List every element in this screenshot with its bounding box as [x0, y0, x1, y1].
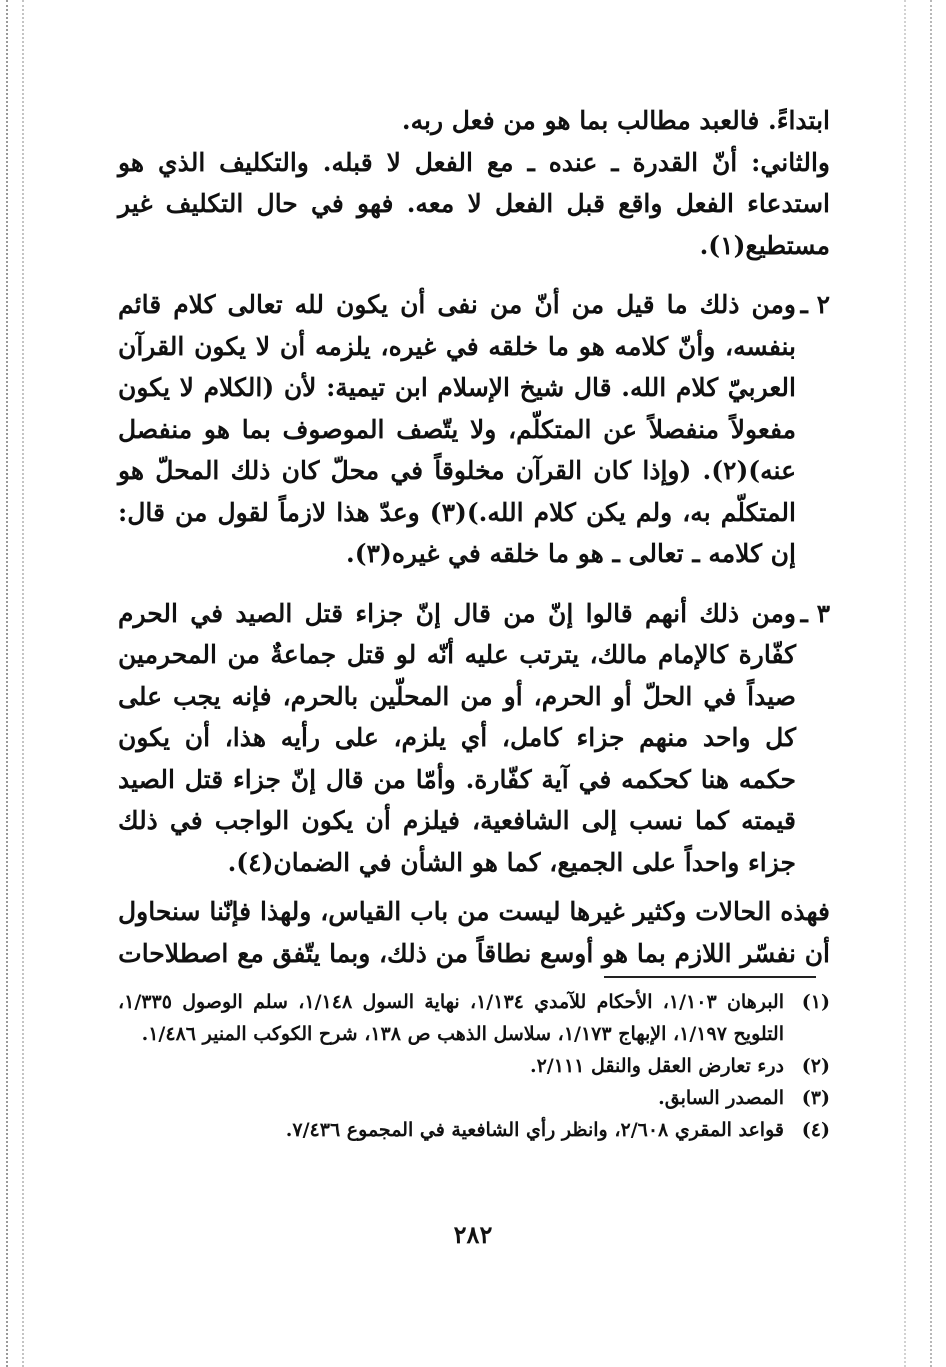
scan-dotted-edge-left-inner	[22, 0, 24, 1367]
paragraph-second-point: والثاني: أنّ القدرة ـ عنده ـ مع الفعل لا قبله. والتكليف الذي هو استدعاء الفعل واقع قبل الفعل لا معه. فهو في حال التكليف غير مستطيع(١).	[118, 147, 830, 260]
footnote-number: (٢)	[801, 1055, 830, 1077]
paragraph-gap	[118, 266, 830, 284]
page-number: ٢٨٢	[453, 1220, 493, 1249]
footnote-number: (١)	[801, 991, 830, 1013]
scan-dotted-edge-right-inner	[904, 0, 906, 1367]
main-text-body	[118, 100, 830, 974]
numbered-item-3	[118, 593, 830, 884]
paragraph-gap	[118, 575, 830, 593]
item-number: ٣ ـ	[800, 598, 830, 628]
paragraph-closing: فهذه الحالات وكثير غيرها ليست من باب القياس، ولهذا فإنّنا سنحاول أن نفسّر اللازم بما هو أوسع نطاقاً من ذلك، وبما يتّفق مع اصطلاحات	[118, 897, 830, 968]
footnote-2	[118, 1050, 830, 1082]
footnote-number: (٤)	[801, 1119, 830, 1141]
paragraph-gap	[118, 883, 830, 891]
footnote-text: قواعد المقري ٢/٦٠٨، وانظر رأي الشافعية في المجموع ٧/٤٣٦.	[285, 1119, 784, 1141]
scan-dotted-edge-right	[930, 0, 932, 1367]
footnote-text: المصدر السابق.	[658, 1087, 784, 1109]
footnote-separator-rule	[604, 976, 816, 978]
footnote-3	[118, 1082, 830, 1114]
paragraph-opening: ابتداءً. فالعبد مطالب بما هو من فعل ربه.	[401, 106, 830, 135]
item-text: ومن ذلك أنهم قالوا إنّ من قال إنّ جزاء قتل الصيد في الحرم كفّارة كالإمام مالك، يترتب عليه أنّه لو قتل جماعةٌ من المحرمين صيداً في الحلّ أو الحرم، أو من المحلّين بالحرم، فإنه يجب على كل واحد منهم جزاء كامل، أي يلزم، على رأيه هذا، أن يكون حكمه هنا كحكمه في آية كفّارة. وأمّا من قال إنّ جزاء قتل الصيد قيمته كما نسب إلى الشافعية، فيلزم أن يكون الواجب في ذلك جزاء واحداً على الجميع، كما هو الشأن في الضمان(٤).	[118, 598, 796, 877]
item-number: ٢ ـ	[800, 290, 830, 319]
footnote-4	[118, 1114, 830, 1146]
footnote-text: البرهان ١/١٠٣، الأحكام للآمدي ١/١٣٤، نهاية السول ١/١٤٨، سلم الوصول ١/٣٣٥، التلويح ١/١٩٧، الإبهاج ١/١٧٣، سلاسل الذهب ص ١٣٨، شرح الكوكب المنير ١/٤٨٦.	[118, 991, 785, 1045]
footnote-1	[118, 986, 830, 1050]
scan-dotted-edge-left	[6, 0, 8, 1367]
footnote-number: (٣)	[801, 1087, 830, 1109]
footnotes	[118, 986, 830, 1146]
numbered-item-2	[118, 284, 830, 575]
footnote-text: درء تعارض العقل والنقل ٢/١١١.	[529, 1055, 784, 1077]
item-text: ومن ذلك ما قيل من أنّ من نفى أن يكون لله تعالى كلام قائم بنفسه، وأنّ كلامه هو ما خلقه في غيره، يلزمه أن لا يكون القرآن العربيّ كلام الله. قال شيخ الإسلام ابن تيمية: لأن (الكلام لا يكون مفعولاً منفصلاً عن المتكلّم، ولا يتّصف الموصوف بما هو منفصل عنه)(٢). (وإذا كان القرآن مخلوقاً في محلّ كان ذلك المحلّ هو المتكلّم به، ولم يكن كلام الله.)(٣) وعدّ هذا لازماً لقول من قال: إن كلامه ـ تعالى ـ هو ما خلقه في غيره(٣).	[118, 290, 796, 568]
